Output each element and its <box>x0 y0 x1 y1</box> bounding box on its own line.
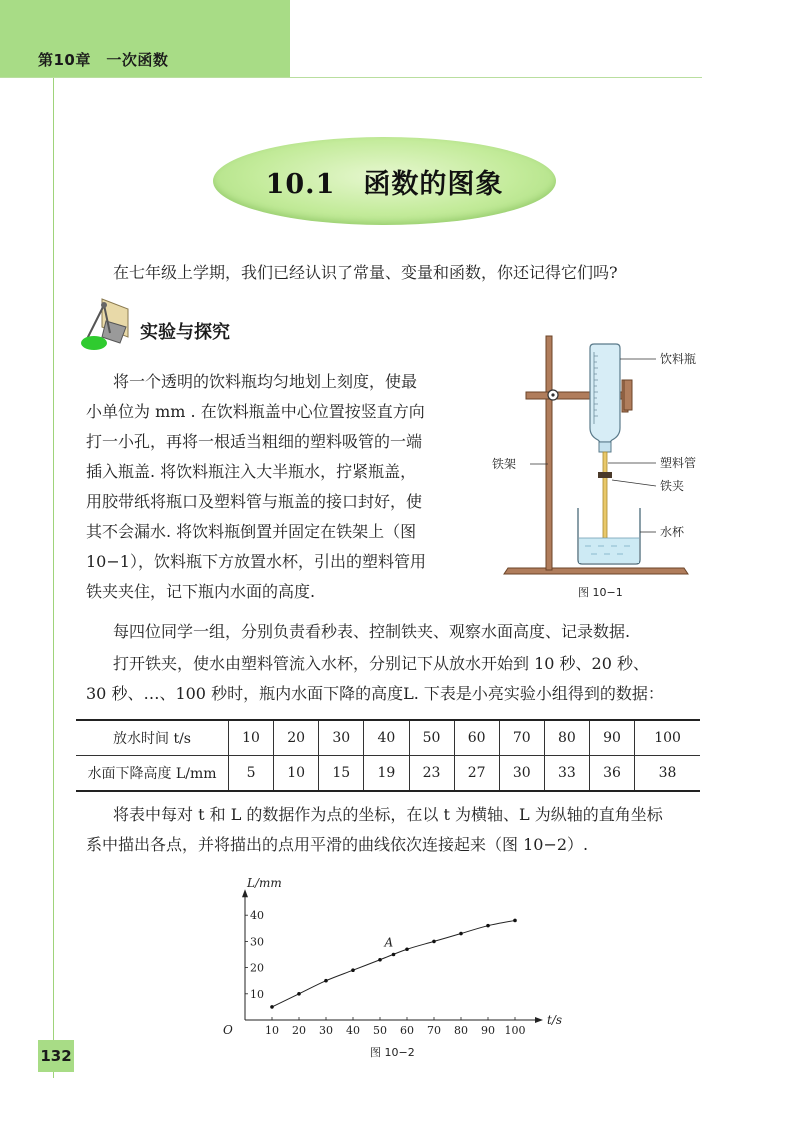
y-tick-label: 30 <box>250 935 264 949</box>
label-cup: 水杯 <box>660 525 685 539</box>
table-cell: 80 <box>544 720 589 756</box>
table-cell: 36 <box>590 756 635 792</box>
label-stand: 铁架 <box>492 457 517 471</box>
stand-base <box>504 568 688 574</box>
x-tick-label: 100 <box>504 1024 526 1037</box>
stand-rod <box>546 336 552 570</box>
table-cell: 10 <box>229 720 274 756</box>
table-cell: 23 <box>409 756 454 792</box>
label-tube: 塑料管 <box>660 456 697 470</box>
water-cup <box>578 508 640 564</box>
chart-axes <box>242 889 543 1023</box>
paragraph-plot-line: 将表中每对 t 和 L 的数据作为点的坐标，在以 t 为横轴、L 为纵轴的直角坐标 <box>113 805 663 824</box>
data-curve <box>272 920 515 1006</box>
section-title: 10.1 函数的图象 <box>265 169 504 200</box>
data-point <box>459 932 463 936</box>
x-tick-label: 10 <box>265 1024 279 1037</box>
x-tick-label: 50 <box>373 1024 387 1037</box>
y-axis-label: L/mm <box>247 876 282 891</box>
paragraph-procedure-line: 30 秒、…、100 秒时，瓶内水面下降的高度L. 下表是小亮实验小组得到的数据： <box>86 684 664 703</box>
table-cell: 15 <box>319 756 364 792</box>
table-cell: 40 <box>364 720 409 756</box>
paragraph-procedure-line: 打开铁夹，使水由塑料管流入水杯，分别记下从放水开始到 10 秒、20 秒、 <box>113 654 649 673</box>
activity-line: 其不会漏水. 将饮料瓶倒置并固定在铁架上（图 <box>86 522 417 541</box>
table-cell: 10 <box>274 756 319 792</box>
y-tick-label: 40 <box>250 909 264 923</box>
activity-line: 铁夹夹住，记下瓶内水面的高度. <box>86 582 316 601</box>
x-tick-label: 40 <box>346 1024 360 1037</box>
table-cell: 50 <box>409 720 454 756</box>
data-point <box>405 947 409 951</box>
table-cell: 60 <box>454 720 499 756</box>
x-tick-label: 60 <box>400 1024 414 1037</box>
table-cell: 70 <box>499 720 544 756</box>
line-chart <box>210 870 570 1060</box>
data-point <box>432 940 436 944</box>
data-table <box>76 719 700 792</box>
figure1-caption: 图 10−1 <box>578 586 623 599</box>
label-bottle: 饮料瓶 <box>660 352 697 366</box>
activity-line: 10−1），饮料瓶下方放置水杯，引出的塑料管用 <box>86 552 426 571</box>
chapter-label: 第10章 一次函数 <box>38 51 169 69</box>
table-cell: 30 <box>499 756 544 792</box>
y-tick-label: 10 <box>250 987 264 1001</box>
table-cell: 38 <box>635 756 700 792</box>
x-tick-label: 20 <box>292 1024 306 1037</box>
table-cell: 30 <box>319 720 364 756</box>
activity-line: 小单位为 mm . 在饮料瓶盖中心位置按竖直方向 <box>86 402 425 421</box>
data-point <box>270 1005 274 1009</box>
activity-line: 打一小孔，再将一根适当粗细的塑料吸管的一端 <box>86 432 423 451</box>
table-cell: 27 <box>454 756 499 792</box>
paragraph-plot-line: 系中描出各点，并将描出的点用平滑的曲线依次连接起来（图 10−2）. <box>86 835 589 854</box>
x-axis-label: t/s <box>547 1013 563 1027</box>
row-label-height: 水面下降高度 L/mm <box>76 756 229 792</box>
page-number: 132 <box>40 1047 72 1065</box>
data-point <box>513 919 517 923</box>
data-point <box>486 924 490 928</box>
table-cell: 100 <box>635 720 700 756</box>
activity-line: 插入瓶盖. 将饮料瓶注入大半瓶水，拧紧瓶盖， <box>86 462 417 481</box>
activity-title: 实验与探究 <box>140 322 230 343</box>
x-tick-label: 70 <box>427 1024 441 1037</box>
table-row <box>76 756 700 792</box>
intro-paragraph: 在七年级上学期，我们已经认识了常量、变量和函数，你还记得它们吗? <box>113 263 618 282</box>
header-divider <box>0 77 702 78</box>
table-cell: 33 <box>544 756 589 792</box>
row-label-time: 放水时间 t/s <box>76 720 229 756</box>
table-row <box>76 720 700 756</box>
table-cell: 90 <box>590 720 635 756</box>
y-axis-arrow <box>242 889 248 897</box>
x-tick-label: 30 <box>319 1024 333 1037</box>
activity-line: 将一个透明的饮料瓶均匀地划上刻度，使最 <box>113 372 418 391</box>
x-tick-label: 90 <box>481 1024 495 1037</box>
y-tick-label: 20 <box>250 961 264 975</box>
experiment-icon <box>80 297 130 353</box>
data-point <box>324 979 328 983</box>
data-point <box>297 992 301 996</box>
label-clamp: 铁夹 <box>660 479 685 493</box>
x-axis-arrow <box>535 1017 543 1023</box>
bottle <box>590 344 620 452</box>
chart-ticks <box>245 909 526 1037</box>
apparatus-figure <box>490 328 720 610</box>
clamp <box>598 472 612 478</box>
point-a <box>392 953 396 957</box>
table-cell: 19 <box>364 756 409 792</box>
margin-rule <box>53 78 54 1078</box>
table-cell: 5 <box>229 756 274 792</box>
table-cell: 20 <box>274 720 319 756</box>
activity-line: 用胶带纸将瓶口及塑料管与瓶盖的接口封好，使 <box>86 492 423 511</box>
point-a-label: A <box>384 935 394 950</box>
chart-series <box>270 919 517 1009</box>
paragraph-groups: 每四位同学一组，分别负责看秒表、控制铁夹、观察水面高度、记录数据. <box>113 622 631 641</box>
origin-label: O <box>223 1023 233 1037</box>
x-tick-label: 80 <box>454 1024 468 1037</box>
data-point <box>351 968 355 972</box>
figure2-caption: 图 10−2 <box>370 1046 415 1059</box>
data-point <box>378 958 382 962</box>
